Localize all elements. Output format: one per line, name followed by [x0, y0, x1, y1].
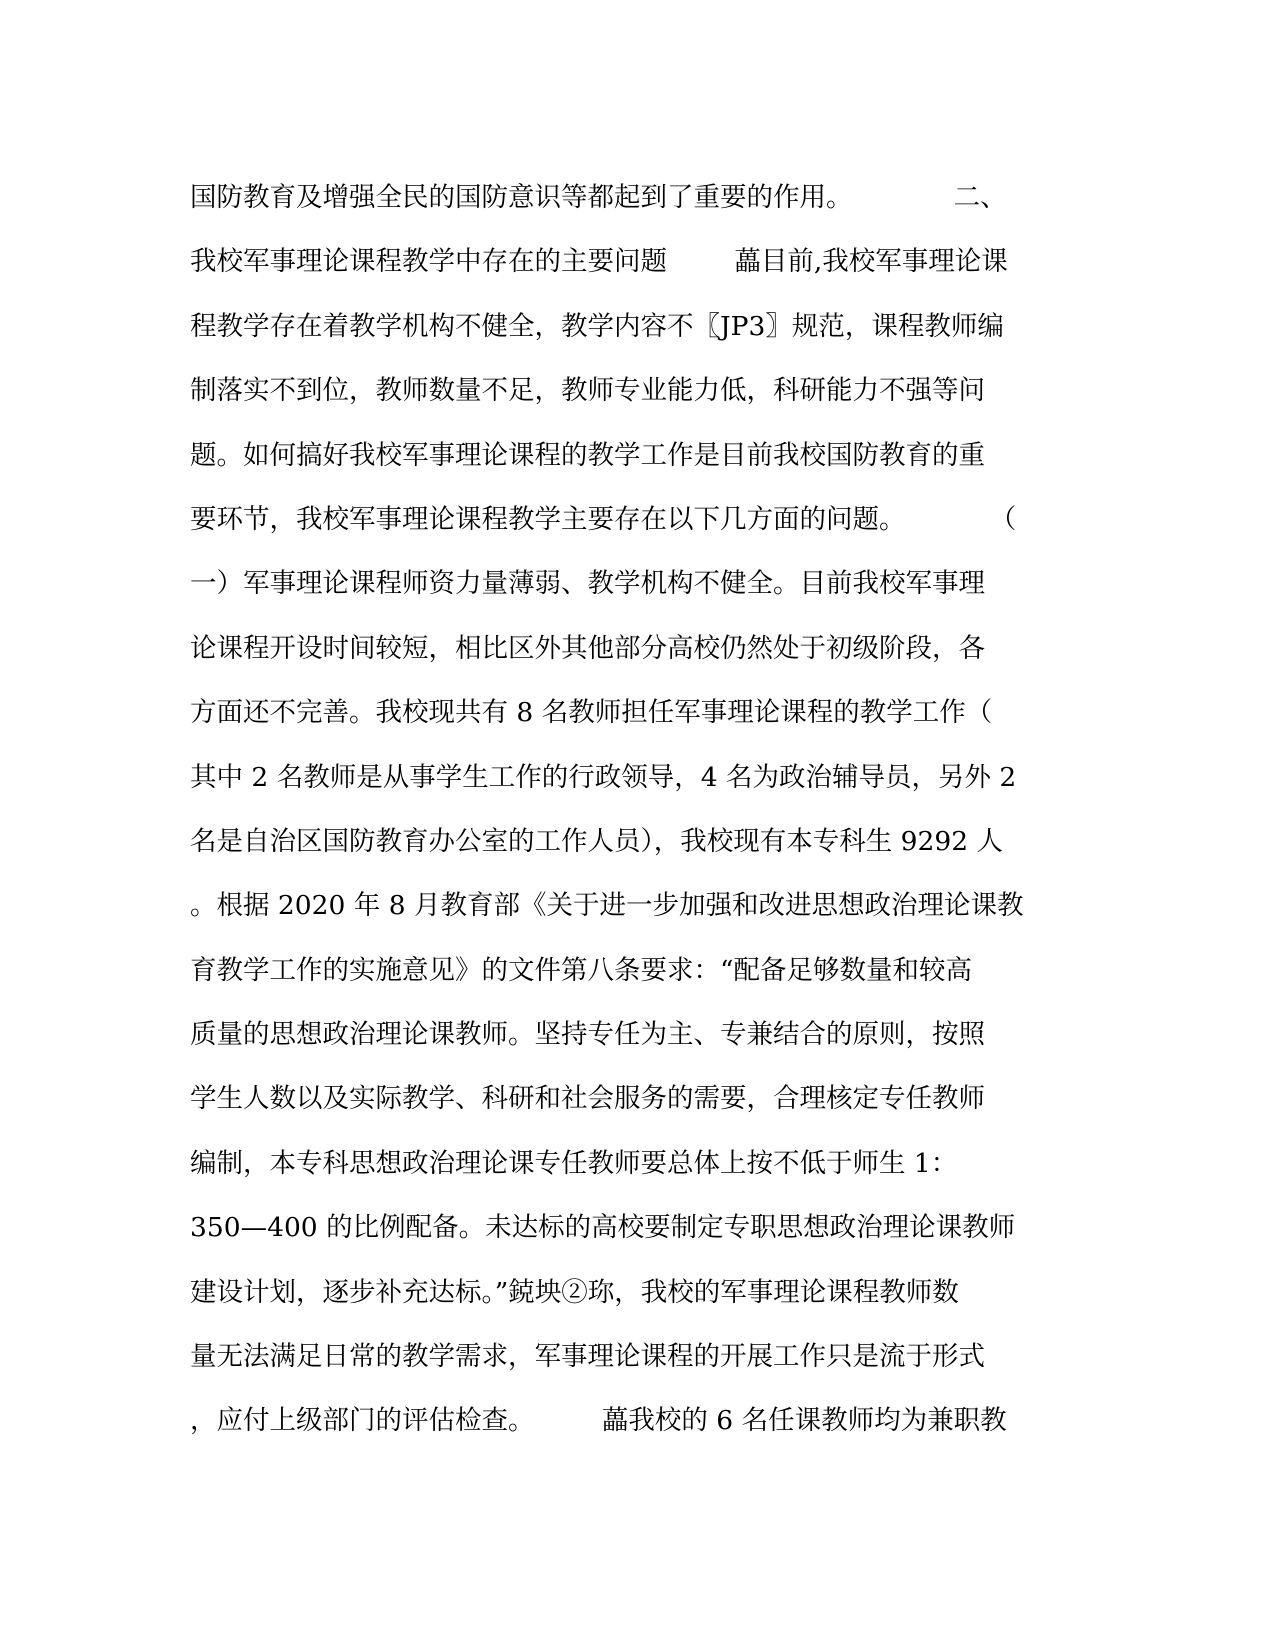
text-line: 质量的思想政治理论课教师。坚持专任为主、专兼结合的原则，按照: [190, 1019, 985, 1051]
text-line: 要环节，我校军事理论课程教学主要存在以下几方面的问题。 （: [190, 503, 1017, 535]
text-line: 题。如何搞好我校军事理论课程的教学工作是目前我校国防教育的重: [190, 439, 985, 471]
text-line: 建设计划，逐步补充达标。”鋴坱②珎，我校的军事理论课程教师数: [190, 1276, 959, 1308]
text-line: 编制，本专科思想政治理论课专任教师要总体上按不低于师生 1：: [190, 1147, 958, 1179]
text-line: 名是自治区国防教育办公室的工作人员），我校现有本专科生 9292 人: [190, 825, 1004, 857]
text-line: 量无法满足日常的教学需求，军事理论课程的开展工作只是流于形式: [190, 1341, 985, 1373]
text-line: 育教学工作的实施意见》的文件第八条要求：“配备足够数量和较高: [190, 954, 973, 986]
text-line: 方面还不完善。我校现共有 8 名教师担任军事理论课程的教学工作（: [190, 697, 993, 729]
text-line: 其中 2 名教师是从事学生工作的行政领导，4 名为政治辅导员，另外 2: [190, 761, 1017, 793]
text-line: 学生人数以及实际教学、科研和社会服务的需要，合理核定专任教师: [190, 1083, 985, 1115]
text-line: 论课程开设时间较短，相比区外其他部分高校仍然处于初级阶段，各: [190, 632, 985, 664]
text-line: 我校军事理论课程教学中存在的主要问题 藟目前,我校军事理论课: [190, 246, 1008, 278]
text-line: 350—400 的比例配备。未达标的高校要制定专职思想政治理论课教师: [190, 1212, 1016, 1244]
text-line: 。根据 2020 年 8 月教育部《关于进一步加强和改进思想政治理论课教: [190, 890, 1024, 922]
text-line: 制落实不到位，教师数量不足，教师专业能力低，科研能力不强等问: [190, 375, 985, 407]
body-text: [190, 166, 1090, 1454]
text-line: 程教学存在着教学机构不健全，教学内容不〖JP3〗规范，课程教师编: [190, 310, 1004, 342]
text-line: 国防教育及增强全民的国防意识等都起到了重要的作用。 二、: [190, 182, 1007, 213]
text-line: ，应付上级部门的评估检查。 藟我校的 6 名任课教师均为兼职教: [190, 1405, 1007, 1437]
text-line: 一）军事理论课程师资力量薄弱、教学机构不健全。目前我校军事理: [190, 568, 985, 600]
